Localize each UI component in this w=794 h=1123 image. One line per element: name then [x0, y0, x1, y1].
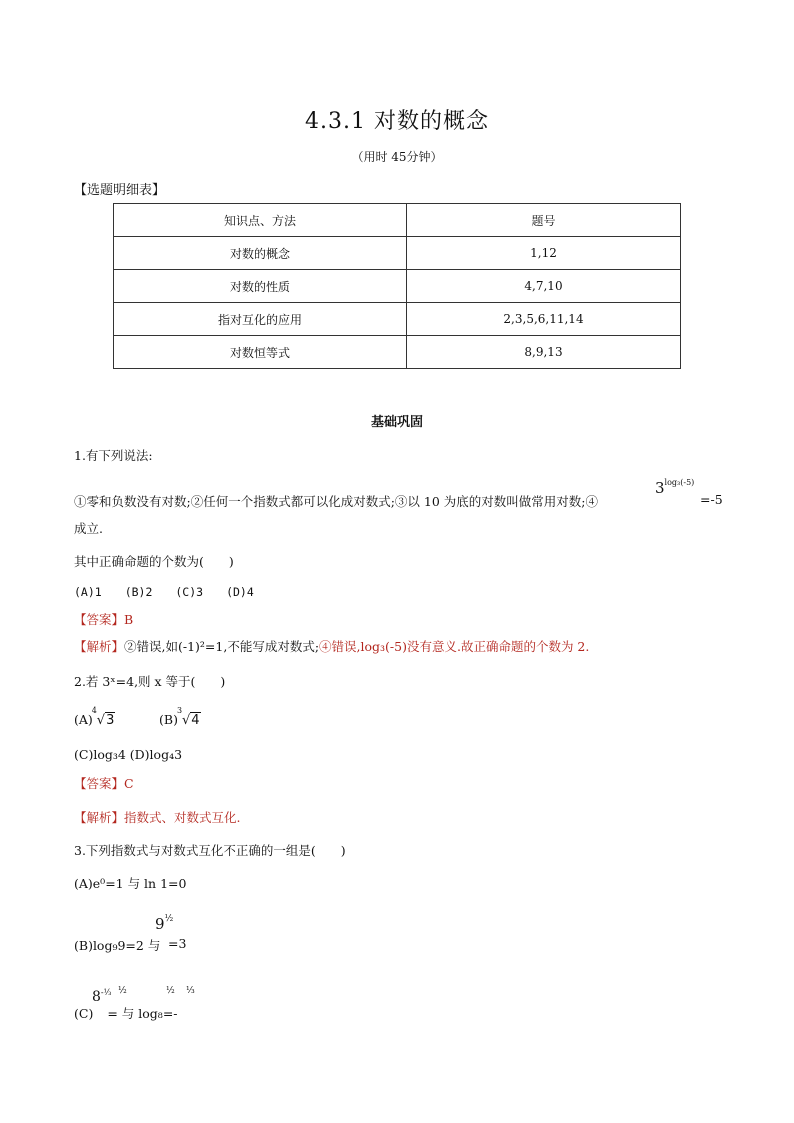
- table-cell: 2,3,5,6,11,14: [407, 303, 681, 336]
- table-cell: 1,12: [407, 237, 681, 270]
- analysis-text-red: 指数式、对数式互化.: [124, 810, 241, 825]
- analysis-tag: 【解析】: [74, 810, 125, 825]
- q1-expr-rhs: =-5: [700, 492, 723, 507]
- radical-index: 3: [176, 706, 183, 715]
- q3-stem: 3.下列指数式与对数式互化不正确的一组是( ): [74, 843, 346, 858]
- option-label: (A): [74, 712, 93, 727]
- q2-answer: [74, 774, 134, 792]
- q1-expr-exp: log₃(-5): [664, 478, 695, 487]
- table-row: [114, 270, 681, 303]
- q3-option-a: (A)e⁰=1 与 ln 1=0: [74, 876, 187, 891]
- equals: =: [107, 1006, 118, 1021]
- answer-value: B: [124, 612, 134, 627]
- table-cell: 对数的概念: [114, 237, 407, 270]
- q1-question: 其中正确命题的个数为( ): [74, 554, 234, 569]
- q3-c-third: ⅓: [186, 986, 195, 996]
- q2-option-cd: (C)log₃4 (D)log₄3: [74, 747, 183, 762]
- answer-value: C: [124, 776, 134, 791]
- time-note: （用时 45分钟）: [351, 150, 443, 164]
- section-title: 基础巩固: [370, 415, 423, 430]
- q3-c-half-1: ½: [118, 986, 127, 996]
- analysis-text-red: ④错误,log₃(-5)没有意义.故正确命题的个数为 2.: [319, 639, 590, 654]
- q3-b-expression: [155, 914, 173, 933]
- table-label: 【选题明细表】: [74, 183, 166, 198]
- option-text: 与 log₈: [121, 1006, 163, 1021]
- analysis-tag: 【解析】: [74, 639, 125, 654]
- q1-expr-base: 3: [655, 479, 665, 497]
- table-cell: 对数的性质: [114, 270, 407, 303]
- q1-analysis: [74, 637, 589, 655]
- analysis-text: ②错误,如(-1)²=1,不能写成对数式;: [124, 639, 320, 654]
- table-row: [114, 336, 681, 369]
- q1-options: (A)1 (B)2 (C)3 (D)4: [74, 585, 254, 599]
- table-header-cell: 题号: [407, 204, 681, 237]
- radical: 4 √3: [91, 706, 115, 728]
- radical-index: 4: [91, 706, 97, 715]
- option-label: (C): [74, 1006, 94, 1021]
- q3-c-base: 8: [92, 989, 101, 1005]
- knowledge-table: [113, 203, 681, 369]
- radical-body: 4: [191, 713, 200, 728]
- q2-stem: 2.若 3ˣ=4,则 x 等于( ): [74, 674, 226, 689]
- q3-c-top-row: [92, 986, 111, 1005]
- q2-option-a: [74, 706, 115, 728]
- q3-option-c: [74, 1004, 178, 1022]
- q1-stem: 1.有下列说法:: [74, 448, 153, 463]
- q3-b-base: 9: [155, 915, 165, 933]
- table-row: [114, 237, 681, 270]
- table-header-row: [114, 204, 681, 237]
- q1-expression: [655, 478, 694, 497]
- table-cell: 8,9,13: [407, 336, 681, 369]
- table-cell: 4,7,10: [407, 270, 681, 303]
- answer-tag: 【答案】: [74, 612, 125, 627]
- table-cell: 指对互化的应用: [114, 303, 407, 336]
- q1-answer: [74, 610, 133, 628]
- table-header-cell: 知识点、方法: [114, 204, 407, 237]
- q2-analysis: [74, 808, 241, 826]
- radical-body: 3: [106, 713, 115, 728]
- q2-option-b: [159, 706, 201, 728]
- q3-c-half-2: ½: [166, 986, 175, 996]
- option-label: (B): [159, 712, 178, 727]
- q1-statement: ①零和负数没有对数;②任何一个指数式都可以化成对数式;③以 10 为底的对数叫做常用对数;④: [74, 494, 598, 509]
- option-rhs: =-: [162, 1006, 178, 1021]
- q3-option-b: (B)log₉9=2 与: [74, 938, 161, 953]
- page-title: 4.3.1 对数的概念: [305, 109, 489, 134]
- q3-b-exp: ½: [164, 914, 174, 924]
- q1-statement-end: 成立.: [74, 521, 103, 536]
- radical: 3 √4: [176, 706, 200, 728]
- table-row: [114, 303, 681, 336]
- q3-b-rhs: =3: [168, 936, 187, 951]
- answer-tag: 【答案】: [74, 776, 125, 791]
- table-cell: 对数恒等式: [114, 336, 407, 369]
- q3-c-exp: -⅓: [100, 988, 112, 997]
